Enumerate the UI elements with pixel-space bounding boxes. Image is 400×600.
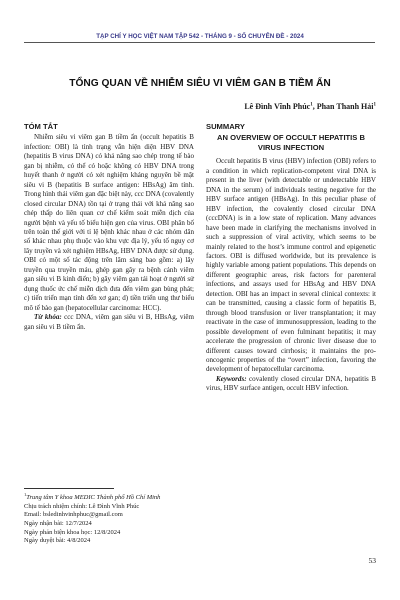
footnote-responsible: Chịu trách nhiệm chính: Lê Đình Vĩnh Phúc bbox=[24, 502, 140, 510]
author-name-2: , Phan Thanh Hải bbox=[312, 102, 374, 111]
footnote-email: Email: bsledinhvinhphuc@gmail.com bbox=[24, 511, 123, 519]
english-summary-column bbox=[206, 122, 376, 394]
footnote-accepted: Ngày duyệt bài: 4/8/2024 bbox=[24, 537, 91, 545]
summary-heading: SUMMARY bbox=[206, 122, 245, 131]
keywords-text: ccc DNA, viêm gan siêu vi B, HBsAg, viêm gan siêu vi B tiềm ẩn. bbox=[24, 313, 194, 331]
footnote-sup: 1 bbox=[24, 492, 27, 497]
english-title: AN OVERVIEW OF OCCULT HEPATITIS B VIRUS INFECTION bbox=[217, 133, 365, 153]
author-sup: 1 bbox=[310, 102, 313, 108]
footnote-received: Ngày nhận bài: 12/7/2024 bbox=[24, 519, 92, 527]
footnote-reviewed: Ngày phản biện khoa học: 12/8/2024 bbox=[24, 528, 121, 536]
keywords-paragraph bbox=[24, 313, 194, 332]
keywords-text-en: covalently closed circular DNA, hepatitis B virus, HBV surface antigen, occult HBV infection. bbox=[206, 374, 376, 393]
header-rule bbox=[24, 42, 375, 43]
author-name: Lê Đình Vĩnh Phúc bbox=[244, 102, 311, 111]
author-sup-2: 1 bbox=[373, 102, 376, 108]
footnote bbox=[24, 491, 196, 546]
footnote-rule bbox=[24, 488, 114, 489]
abstract-heading: TÓM TẮT bbox=[24, 122, 58, 131]
vietnamese-abstract-column bbox=[24, 122, 194, 332]
abstract-paragraph: Nhiễm siêu vi viêm gan B tiềm ẩn (occult hepatitis B infection: OBI) là tình trạng vẫn hiện diện HBV DNA (hepatitis B virus DNA) có khả năng sao chép trong tế bào gan bị nhiễm, có thể có hoặc không có HBV DNA trong huyết thanh ở người có xét nghiệm kháng nguyên bề mặt siêu vi B (hepatitis B surface antigen: HBsAg) âm tính. Trong hình thái viêm gan đặc biệt này, ccc DNA (covalently closed circular DNA) tồn tại ở trạng thái với khả năng sao chép thấp do liên quan cơ chế kiểm soát miễn dịch của người bệnh và yếu tố biểu hiện gen của virus. OBI phân bố trên toàn thế giới với tỉ lệ bệnh khác nhau ở các nhóm dân số khác nhau phụ thuộc vào khu vực địa lý, yếu tố nguy cơ lây truyền và xét nghiệm HBsAg, HBV DNA được sử dụng. OBI có một số tác động trên lâm sàng bao gồm: a) lây truyền qua truyền máu, ghép gan gây ra bệnh cảnh viêm gan siêu vi B kinh điển; b) gây viêm gan tái hoạt ở người sử dụng thuốc ức chế miễn dịch đưa đến viêm gan bùng phát; c) tiến triển mạn tính đến xơ gan; d) tiền triển ung thư biểu mô tế bào gan (hepatocellular carcinoma: HCC). bbox=[24, 133, 194, 312]
journal-header: TẠP CHÍ Y HỌC VIỆT NAM TẬP 542 - THÁNG 9 - SỐ CHUYÊN ĐỀ - 2024 bbox=[96, 33, 304, 40]
keywords-label: Từ khóa: bbox=[34, 313, 62, 322]
keywords-paragraph-en bbox=[206, 375, 376, 394]
article-title: TỔNG QUAN VỀ NHIỄM SIÊU VI VIÊM GAN B TIỀM ẨN bbox=[69, 78, 331, 89]
page-number: 53 bbox=[368, 556, 376, 565]
footnote-affiliation: $^1$Trung tâm Y khoa MEDIC Thành phố Hồ Chí Minh bbox=[24, 492, 161, 502]
keywords-label-en: Keywords: bbox=[216, 374, 247, 383]
summary-paragraph: Occult hepatitis B virus (HBV) infection (OBI) refers to a condition in which replication-competent viral DNA is present in the liver (with detectable or undetectable HBV DNA in the serum) of individuals testing negative for the HBV surface antigen (HBsAg). In this peculiar phase of HBV infection, the covalently closed circular DNA (cccDNA) is in a low state of replication. Many advances have been made in clarifying the mechanisms involved in such a suppression of viral activity, which seems to be mainly related to the host’s immune control and epigenetic factors. OBI is diffused worldwide, but its prevalence is highly variable among patient populations. This depends on different geographic areas, risk factors for parenteral infections, and assays used for HBsAg and HBV DNA detection. OBI has an impact in several clinical contexts: it can be transmitted, causing a classic form of hepatitis B, through blood transfusion or liver transplantation; it may reactivate in the case of immunosuppression, leading to the possible development of even fulminant hepatitis; it may accelerate the progression of chronic liver disease due to different causes toward cirrhosis; it maintains the pro-oncogenic properties of the “overt” infection, favoring the development of hepatocellular carcinoma. bbox=[206, 157, 376, 374]
author-line bbox=[200, 102, 376, 111]
